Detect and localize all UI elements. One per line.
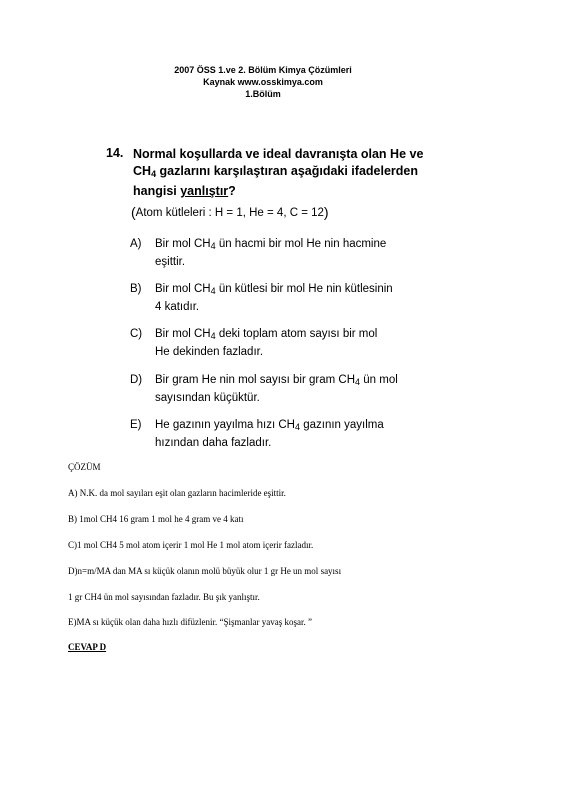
ch4-formula: CH	[133, 164, 152, 178]
option-text: He gazının yayılma hızı	[155, 419, 279, 431]
solution-line: A) N.K. da mol sayıları eşit olan gazların hacimleride eşittir.	[68, 488, 286, 498]
question-number: 14.	[106, 146, 124, 160]
option-label: B)	[130, 283, 142, 295]
option-label: E)	[130, 419, 142, 431]
underlined-word: yanlıştır	[180, 184, 229, 198]
question-stem-line2-text: gazlarını karşılaştıran aşağıdaki ifadelerden	[156, 164, 418, 178]
option-text: Bir mol	[155, 283, 194, 295]
option-text-line2: He dekinden fazladır.	[155, 346, 264, 358]
atoms-text: Atom kütleleri : H = 1, He = 4, C = 12	[135, 207, 324, 219]
ch4-subscript: 4	[210, 286, 216, 296]
header-part: 1.Bölüm	[245, 89, 281, 99]
option-label: D)	[130, 374, 143, 386]
option-label: C)	[130, 328, 143, 340]
option-text-line2: hızından daha fazladır.	[155, 437, 272, 449]
question-stem	[133, 146, 453, 200]
ch4-subscript: 4	[355, 377, 361, 387]
ch4-formula: CH	[193, 238, 211, 250]
answer: CEVAP D	[68, 642, 107, 652]
ch4-subscript: 4	[295, 422, 301, 432]
question-stem-line2	[133, 163, 453, 183]
ch4-formula: CH	[193, 328, 211, 340]
header-source: Kaynak www.osskimya.com	[203, 77, 323, 87]
solution-line: 1 gr CH4 ün mol sayısından fazladır. Bu şık yanlıştır.	[68, 592, 260, 602]
solution-line: E)MA sı küçük olan daha hızlı difüzlenir. “Şişmanlar yavaş koşar. ”	[68, 617, 312, 627]
ch4-subscript: 4	[210, 331, 216, 341]
option-text: deki toplam atom sayısı bir mol	[215, 328, 378, 340]
atomic-masses	[131, 204, 329, 220]
option-text-line2: sayısından küçüktür.	[155, 392, 260, 404]
atoms-close-paren: )	[323, 204, 329, 220]
option-text: Bir mol	[155, 238, 194, 250]
ch4-subscript: 4	[151, 169, 157, 179]
option-text-line2: eşittir.	[155, 256, 186, 268]
option-text: ün hacmi bir mol He nin hacmine	[215, 238, 387, 250]
solution-line: C)1 mol CH4 5 mol atom içerir 1 mol He 1 mol atom içerir fazladır.	[68, 540, 314, 550]
ch4-formula: CH	[338, 374, 356, 386]
ch4-formula: CH	[193, 283, 211, 295]
option-text: ün kütlesi bir mol He nin kütlesinin	[215, 283, 393, 295]
option-label: A)	[130, 238, 142, 250]
option-text-line2: 4 katıdır.	[155, 301, 200, 313]
ch4-subscript: 4	[210, 241, 216, 251]
solution-heading: ÇÖZÜM	[68, 462, 101, 472]
option-text: Bir mol	[155, 328, 194, 340]
option-text: Bir gram He nin mol sayısı bir gram	[155, 374, 339, 386]
option-text: gazının yayılma	[300, 419, 384, 431]
header-title: 2007 ÖSS 1.ve 2. Bölüm Kimya Çözümleri	[174, 65, 352, 75]
ch4-formula: CH	[278, 419, 295, 431]
question-stem-line1: Normal koşullarda ve ideal davranışta olan He ve	[133, 147, 424, 161]
question-stem-line3	[133, 183, 453, 200]
question-stem-line3-text: hangisi	[133, 184, 181, 198]
solution-line: D)n=m/MA dan MA sı küçük olanın molü büyük olur 1 gr He un mol sayısı	[68, 566, 342, 576]
atoms-open-paren: (	[131, 204, 136, 220]
question-mark: ?	[228, 184, 236, 198]
document-header	[0, 64, 566, 100]
solution-line: B) 1mol CH4 16 gram 1 mol he 4 gram ve 4 katı	[68, 514, 244, 524]
option-text: ün mol	[360, 374, 398, 386]
